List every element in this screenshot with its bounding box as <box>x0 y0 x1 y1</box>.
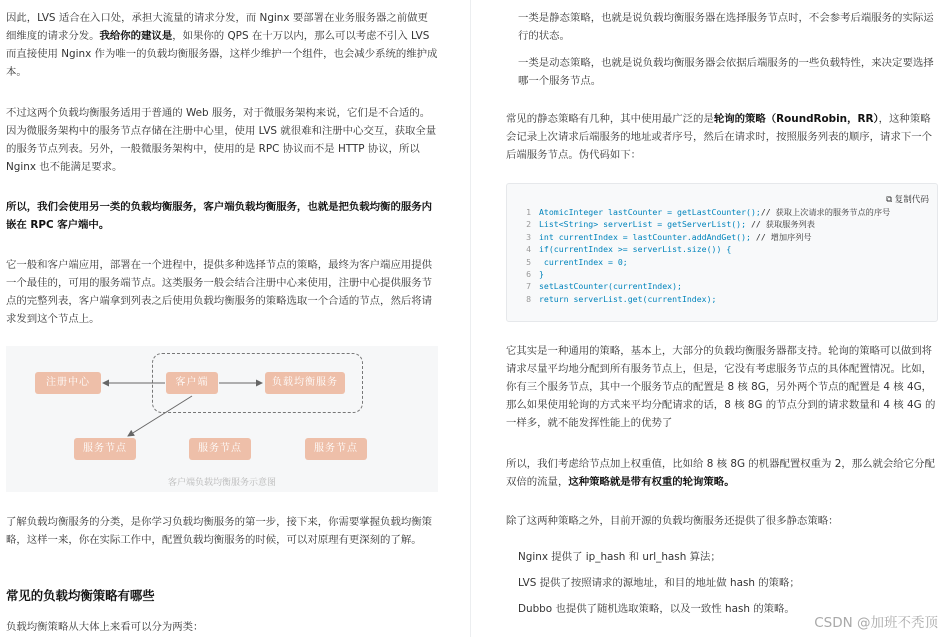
paragraph-rr-general: 它其实是一种通用的策略，基本上，大部分的负载均衡服务器都支持。轮询的策略可以做到将请求尽量平均地分配到所有服务节点上，但是，它没有考虑服务节点的具体配置情况。比如，你有三个服务节点，其中一个服务节点的配置是 8 核 8G，另外两个节点的配置是 4 核 4G，那么如果使用轮询的方式来平均分配请求的话，8 核 8G 的节点分到的请求数量和 4 核 4G 的一样多，就不能发挥性能上的优势了 <box>506 345 936 429</box>
paragraph-client-lb-detail: 它一般和客户端应用，部署在一个进程中，提供多种选择节点的策略，最终为客户端应用提供一个最佳的，可用的服务端节点。这类服务一般会结合注册中心来使用，注册中心提供服务节点的完整列表，客户端拿到列表之后使用负载均衡服务的策略选取一个合适的节点，然后将请求发到这个节点上。 <box>6 259 433 325</box>
line-number: 6 <box>526 269 531 280</box>
code-text: } <box>539 269 544 280</box>
line-number: 2 <box>526 219 531 230</box>
paragraph-understand-lb: 了解负载均衡服务的分类，是你学习负载均衡服务的第一步，接下来，你需要掌握负载均衡策略，这样一来，你在实际工作中，配置负载均衡服务的时候，可以对原理有更深刻的了解。 <box>6 516 433 546</box>
code-line <box>517 293 890 305</box>
copy-code-button[interactable]: ⧉ 复制代码 <box>886 194 929 204</box>
code-text: List<String> serverList = getServerList(); <box>539 219 751 230</box>
list-item-dynamic: 一类是动态策略，也就是说负载均衡服务器会依据后端服务的一些负载特性，来决定要选择哪一个服务节点。 <box>518 57 934 87</box>
code-lines <box>517 206 890 305</box>
code-line <box>517 256 890 268</box>
code-text: return serverList.get(currentIndex); <box>539 293 717 304</box>
service-node-box: 服务节点 <box>305 438 367 460</box>
list-item-dubbo: Dubbo 也提供了随机选取策略，以及一致性 hash 的策略。 <box>518 603 795 615</box>
registry-box: 注册中心 <box>35 372 101 394</box>
service-node-box: 服务节点 <box>74 438 136 460</box>
line-number: 8 <box>526 293 531 304</box>
copy-icon: ⧉ <box>886 194 893 204</box>
line-number: 3 <box>526 231 531 242</box>
code-line <box>517 218 890 230</box>
code-text: if(currentIndex >= serverList.size()) { <box>539 244 732 255</box>
line-number: 1 <box>526 207 531 217</box>
code-text: currentIndex = 0; <box>539 256 628 267</box>
paragraph-round-robin: 常见的静态策略有几种，其中使用最广泛的是轮询的策略（RoundRobin，RR），这种策略会记录上次请求后端服务的地址或者序号，然后在请求时，按照服务列表的顺序，请求下一个后端服务节点。伪代码如下： <box>506 113 933 161</box>
emphasis-round-robin: 轮询的策略（RoundRobin，RR） <box>713 113 879 125</box>
figure-caption: 客户端负载均衡服务示意图 <box>167 478 276 488</box>
section-heading: 常见的负载均衡策略有哪些 <box>6 588 155 603</box>
paragraph-other-strategies: 除了这两种策略之外，目前开源的负载均衡服务还提供了很多静态策略： <box>506 515 839 527</box>
csdn-watermark: CSDN @加班不秃顶 <box>814 615 938 631</box>
code-line <box>517 231 890 243</box>
list-item-nginx: Nginx 提供了 ip_hash 和 url_hash 算法； <box>518 551 721 563</box>
code-line <box>517 280 890 292</box>
line-number: 4 <box>526 244 531 255</box>
emphasis-advice: 我给你的建议是 <box>99 30 173 42</box>
paragraph-weighted: 所以，我们考虑给节点加上权重值，比如给 8 核 8G 的机器配置权重为 2，那么就会给它分配双倍的流量，这种策略就是带有权重的轮询策略。 <box>506 458 935 488</box>
service-node-box: 服务节点 <box>189 438 251 460</box>
lb-service-box: 负载均衡服务 <box>265 372 345 394</box>
code-comment: // 获取服务列表 <box>750 219 815 230</box>
code-text: int currentIndex = lastCounter.addAndGet(); <box>539 231 756 242</box>
list-item-static: 一类是静态策略，也就是说负载均衡服务器在选择服务节点时，不会参考后端服务的实际运行的状态。 <box>518 12 934 42</box>
paragraph-two-types: 负载均衡策略从大体上来看可以分为两类： <box>6 621 204 633</box>
client-box: 客户端 <box>166 372 218 394</box>
line-number: 5 <box>526 256 531 267</box>
paragraph-client-lb: 所以，我们会使用另一类的负载均衡服务，客户端负载均衡服务，也就是把负载均衡的服务内嵌在 RPC 客户端中。 <box>6 201 433 231</box>
list-item-lvs: LVS 提供了按照请求的源地址，和目的地址做 hash 的策略； <box>518 577 800 589</box>
code-text: setLastCounter(currentIndex); <box>539 281 682 292</box>
code-line <box>517 243 890 255</box>
code-comment: // 增加序列号 <box>755 231 812 242</box>
code-block <box>506 183 938 322</box>
line-number: 7 <box>526 281 531 292</box>
code-line <box>517 206 890 218</box>
code-line <box>517 268 890 280</box>
paragraph-microservice: 不过这两个负载均衡服务适用于普通的 Web 服务，对于微服务架构来说，它们是不合适的。因为微服务架构中的服务节点存储在注册中心里，使用 LVS 就很难和注册中心交互，获取全量的服务节点列表。另外，一般微服务架构中，使用的是 RPC 协议而不是 HTTP 协议，所以 Nginx 也不能满足要求。 <box>6 107 437 173</box>
paragraph-lvs-nginx: 因此，LVS 适合在入口处，承担大流量的请求分发，而 Nginx 要部署在业务服务器之前做更细维度的请求分发。我给你的建议是，如果你的 QPS 在十万以内，那么可以考虑不引入 LVS 而直接使用 Nginx 作为唯一的负载均衡服务器，这样少维护一个组件，也会减少系统的维护成本。 <box>6 12 438 78</box>
client-lb-diagram <box>6 346 438 492</box>
column-divider <box>470 0 471 637</box>
code-text: AtomicInteger lastCounter = getLastCounter(); <box>539 207 761 217</box>
code-comment: // 获取上次请求的服务节点的序号 <box>760 207 891 217</box>
emphasis-weighted: 这种策略就是带有权重的轮询策略。 <box>568 476 735 488</box>
